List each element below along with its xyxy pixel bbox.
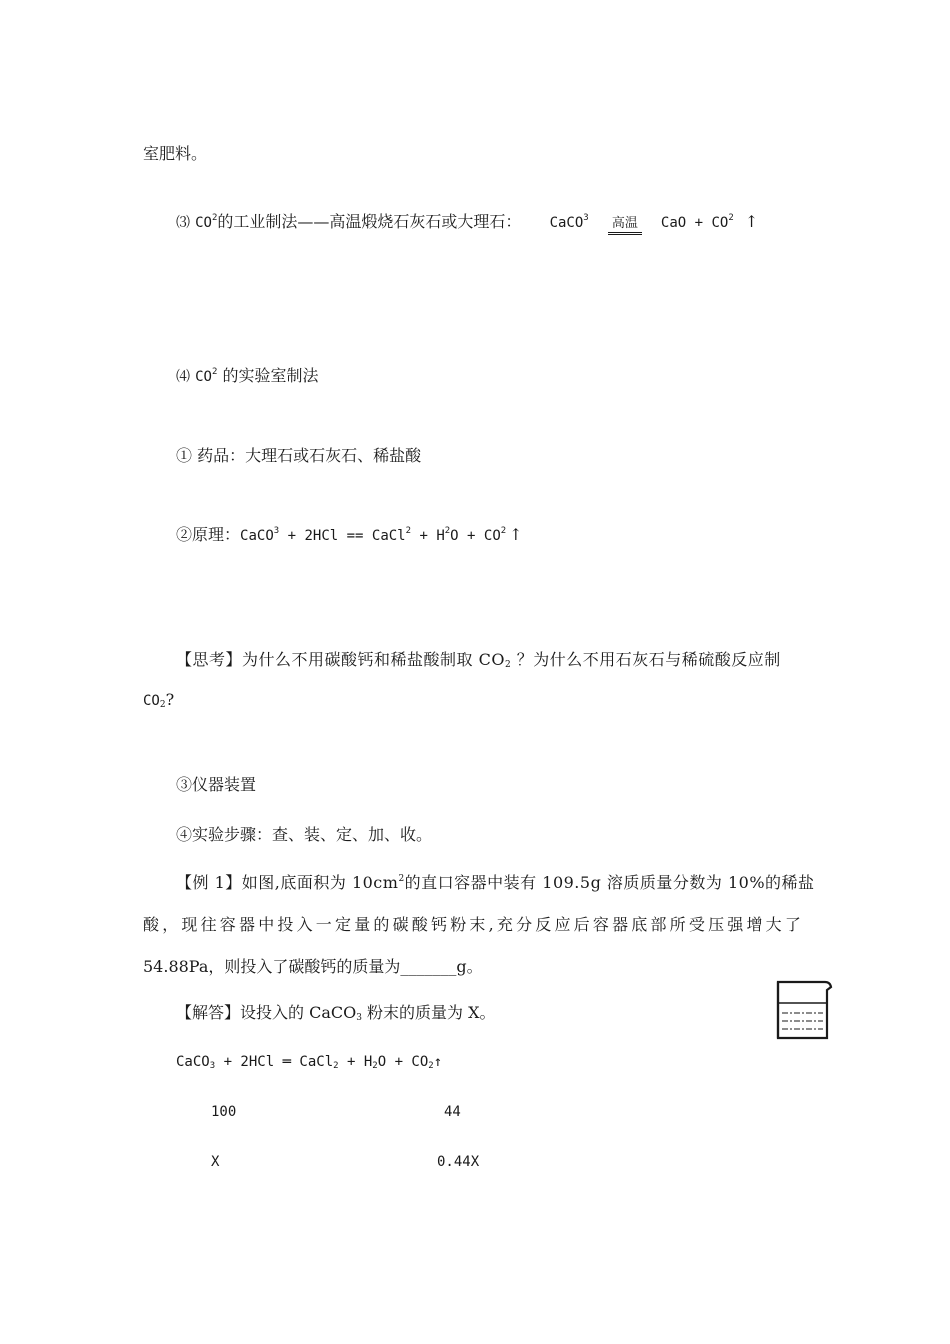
section-4-lab-method	[176, 366, 318, 387]
section-3-number: ⑶	[176, 215, 190, 231]
section-3-text: 的工业制法——高温煅烧石灰石或大理石：	[217, 212, 522, 231]
item-text: 仪器装置	[192, 775, 257, 794]
think-question-line-1: 【思考】为什么不用碳酸钙和稀盐酸制取 $CO_2$ ？为什么不用石灰石与稀硫酸反应制	[176, 650, 781, 670]
ratio-right-1: 44	[444, 1104, 461, 1120]
item-principle	[176, 525, 523, 546]
co2-formula: $CO^2$	[195, 213, 218, 231]
gas-arrow: ↑	[433, 1054, 443, 1070]
ratio-left-2: X	[211, 1154, 220, 1170]
item-mark: ③	[176, 775, 193, 794]
item-reagents	[176, 446, 421, 466]
ratio-right-2: 0.44X	[437, 1154, 480, 1170]
products: CaO + $CO^2$	[660, 213, 734, 231]
reactant-caco3: CaCO$^3$	[549, 213, 589, 231]
item-mark: ②	[176, 525, 193, 544]
item-text: 药品：大理石或石灰石、稀盐酸	[197, 446, 422, 465]
reaction-condition: 高温	[608, 217, 642, 235]
item-steps	[176, 825, 432, 845]
section-4-number: ⑷	[176, 369, 190, 385]
beaker-diagram	[775, 978, 835, 1042]
item-apparatus	[176, 775, 256, 795]
item-mark: ①	[176, 446, 193, 465]
answer-intro: 【解答】设投入的 CaCO$_3$ 粉末的质量为 X。	[176, 1003, 496, 1023]
ratio-left-1: 100	[211, 1104, 237, 1120]
principle-equation: CaCO$^3$ + 2HCl == CaCl$^2$ + $H^2O + CO^2$	[240, 526, 507, 544]
item-label: 原理：	[192, 525, 241, 544]
section-3-industrial-method	[176, 212, 758, 235]
example-line-1: 【例 1】如图,底面积为 $10cm^2$的直口容器中装有 109.5g 溶质质量分数为 10%的稀盐	[176, 873, 815, 892]
item-mark: ④	[176, 825, 193, 844]
think-question-line-2: $CO_2$?	[143, 690, 175, 710]
example-line-2: 酸，现往容器中投入一定量的碳酸钙粉末,充分反应后容器底部所受压强增大了	[143, 915, 805, 934]
example-line-3: 54.88Pa，则投入了碳酸钙的质量为_______g。	[143, 957, 483, 976]
gas-arrow: ↑	[509, 525, 523, 544]
item-text: 实验步骤：查、装、定、加、收。	[192, 825, 433, 844]
reaction-equation: CaCO$_3$ + 2HCl ═ CaCl$_2$ + $H_2O$ + $CO_2↑$	[176, 1054, 443, 1071]
co2-formula: $CO^2$	[195, 367, 218, 385]
gas-arrow: ↑	[744, 212, 759, 231]
continued-text: 室肥料。	[143, 144, 208, 163]
section-4-text: 的实验室制法	[222, 366, 319, 385]
